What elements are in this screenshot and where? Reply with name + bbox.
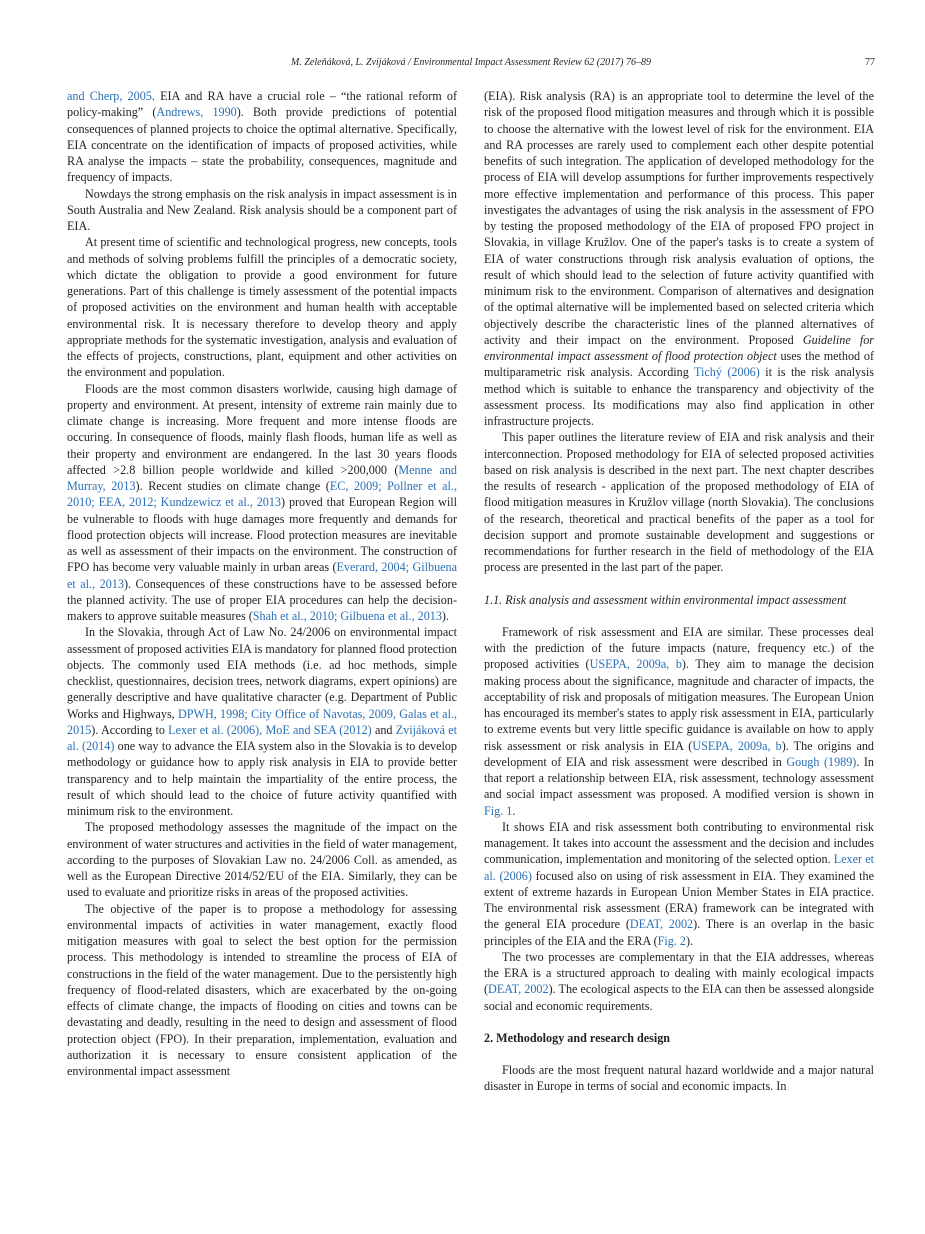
guideline-title: Guideline for environmental impact assessment of flood protection object	[484, 332, 874, 363]
paragraph: The proposed methodology assesses the magnitude of the impact on the environment of water structures and activities in the field of water management, according to the purposes of Slovakian Law no. 24/2006 Coll. as amended, as well as the European Directive 2014/52/EU of the EIA. Similarly, they can be used to evaluate and prioritize risks in areas of the proposed activities.	[67, 820, 457, 900]
paragraph: In the Slovakia, through Act of Law No. 24/2006 on environmental impact assessment of proposed activities EIA is mandatory for planned flood protection objects. The commonly used EIA methods (i.e. ad hoc methods, simple checklist, questionnaires, decision trees, network diagrams, expert opinions) are generally descriptive and have qualitative character (e.g. Department of Public Works and Highways, DPWH, 1998; City Office of Navotas, 2009, Galas et al., 2015). According to Lexer et al. (2006), MoE and SEA (2012) and Zvijáková et al. (2014) one way to advance the EIA system also in the Slovakia is to develop methodology or guidance how to apply risk analysis in EIA to provide better transparency and to help maintain the impartiality of the entire process, the result of which should lead to the choice of future activity quantified with minimum risk to the environment.	[67, 625, 458, 818]
citation-link[interactable]: and Cherp, 2005	[67, 89, 152, 103]
citation-link[interactable]: Zvijáková et al. (2014)	[67, 722, 457, 753]
paragraph: Nowdays the strong emphasis on the risk analysis in impact assessment is in South Australia and New Zealand. Risk analysis should be a component part of EIA.	[67, 186, 457, 233]
citation-link[interactable]: Everard, 2004; Gilbuena et al., 2013	[67, 560, 457, 591]
citation-link[interactable]: Andrews, 1990	[156, 105, 237, 120]
citation-link[interactable]: USEPA, 2009a, b	[589, 657, 682, 672]
paragraph: and Cherp, 2005. EIA and RA have a crucial role – “the rational reform of policy-making” (Andrews, 1990). Both provide predictions of potential consequences of planned projects to choice the optimal alternative. Specifically, EIA concentrate on the identification of impacts of proposed activities, while RA analyse the impacts – state the probability, consequences, magnitude and frequency of impacts.	[67, 89, 457, 185]
paragraph: The objective of the paper is to propose a methodology for assessing environmental impacts of activities in water management, exactly flood mitigation measures with goal to select the best option for the permission process. This methodology is intended to streamline the process of EIA of constructions in the field of the water management. Due to the persistently high frequency of flood-related disasters, which are exacerbated by the on-going effects of climate change, the impacts of flooding on cities and towns can be devastating and deadly, resulting in the need to design and assessment of flood protection object (FPO). In their preparation, implementation, evaluation and authorization it is necessary to ensure consistent application of the environmental impact assessment	[67, 901, 457, 1078]
paragraph: Floods are the most frequent natural hazard worldwide and a major natural disaster in Europe in terms of social and economic impacts. In	[484, 1063, 874, 1094]
page-number: 77	[865, 57, 875, 68]
citation-link[interactable]: Shah et al., 2010; Gilbuena et al., 2013	[252, 609, 442, 623]
subsection-heading: 1.1. Risk analysis and assessment within environmental impact assessment	[484, 592, 847, 607]
citation-link[interactable]: Gough (1989)	[786, 754, 857, 769]
paragraph: This paper outlines the literature review of EIA and risk analysis and their interconnection. Proposed methodology for EIA of selected proposed activities based on risk analysis is described in the next part. The next chapter describes the results of research - application of the proposed methodology of EIA of flood mitigation measures in Kružlov village (north Slovakia). The conclusions of the research, theoretical and practical benefits of the paper as a tool for decision support and promote sustainable development and suggestions or recommendations for further research in the field of methodology of the EIA process are presented in the last part of the paper.	[484, 430, 874, 575]
running-head	[67, 57, 875, 71]
citation-link[interactable]: USEPA, 2009a, b	[692, 738, 782, 753]
paragraph: Floods are the most common disasters worlwide, causing high damage of property and environment. At present, intensity of extreme rain mainly due to climate change is increasing. More frequent and more intense floods are occuring. In consequence of floods, mainly flash floods, human life as well as their property and environment are endangered. In the last 30 years floods affected >2.8 billion people worldwide and killed >200,000 (Menne and Murray, 2013). Recent studies on climate change (EC, 2009; Pollner et al., 2010; EEA, 2012; Kundzewicz et al., 2013) proved that European Region will be vulnerable to floods with huge damages more frequently and demands for flood protection objects will increase. Flood protection measures are inevitable as well as assessment of their impacts on the environment. The construction of FPO has become very valuable mainly in urban areas (Everard, 2004; Gilbuena et al., 2013). Consequences of these constructions have to be assessed before the planned activity. The use of proper EIA procedures can help the decision-makers to approve suitable measures (Shah et al., 2010; Gilbuena et al., 2013).	[67, 381, 457, 623]
citation-link[interactable]: Lexer et al. (2006)	[484, 852, 874, 883]
left-column	[67, 88, 457, 1079]
citation-link[interactable]: DEAT, 2002	[629, 917, 694, 932]
paragraph: Framework of risk assessment and EIA are similar. These processes deal with the prediction of the future impacts (nature, frequency etc.) of the proposed activities (USEPA, 2009a, b). They aim to manage the decision making process about the significance, magnitude and character of impacts, the acceptability of risk and proposals of mitigation measures. The European Union has encouraged its member's states to apply risk assessment in EIA, particularly to extreme events but very little specific guidance is available on how to apply risk assessment or risk analysis in EIA (USEPA, 2009a, b). The origins and development of EIA and risk assessment were described in Gough (1989). In that report a relationship between EIA, risk assessment, technology assessment and social impact assessment was proposed. A modified version is shown in Fig. 1.	[484, 624, 875, 818]
paragraph: It shows EIA and risk assessment both contributing to environmental risk management. It takes into account the assessment and the decision and includes communication, implementation and monitoring of the selected option. Lexer et al. (2006) focused also on using of risk assessment in EIA. They examined the extent of extreme hazards in European Union Member States in EIA practice. The environmental risk assessment (ERA) framework can be integrated with the general EIA procedure (DEAT, 2002). There is an overlap in the basic principles of the EIA and the ERA (Fig. 2).	[484, 819, 874, 948]
paragraph: At present time of scientific and technological progress, new concepts, tools and methods of solving problems fulfill the principles of a democratic society, which dictate the obligation to provide a good environment for future generations. Part of this challenge is timely assessment of the potential impacts of proposed activities on the environment and human health with acceptable environmental risk. It is necessary therefore to develop theory and apply appropriate methods for the systematic investigation, analysis and evaluation of the effects of projects, constructions, plant, equipment and other activities on the environment and population.	[67, 235, 457, 380]
citation-link[interactable]: Menne and Murray, 2013	[67, 462, 457, 493]
paragraph: (EIA). Risk analysis (RA) is an appropriate tool to determine the level of the risk of the proposed flood mitigation measures and through which it is possible to choose the alternative with the lowest level of risk for the environment. EIA and RA processes are rarely used to complement each other despite potential benefits of such integration. The application of developed methodology for the process of EIA will develop assumptions for further improvements respectively more effective implementation and performance of this process. This paper investigates the advantages of using the risk analysis in the assessment of FPO by testing the proposed methodology of the EIA of proposed FPO project in Slovakia, in village Kružlov. One of the paper's tasks is to create a system of EIA of water constructions through risk analysis evaluation of options, the result of which should lead to the selection of future activity quantified with minimum risk to the environment. Comparison of alternatives and designation of the optimal alternative will be implemented based on selected criteria which objectively describe the characteristic lines of the planned alternatives of activity and their impact on the environment. Proposed Guideline for environmental impact assessment of flood protection object uses the method of multiparametric risk analysis. According Tichý (2006) it is the risk analysis method which is suitable to enhance the transparency and objectivity of the assessment process. Its modifications may also find application in other infrastructure projects.	[484, 89, 875, 428]
citation-link[interactable]: DPWH, 1998; City Office of Navotas, 2009, Galas et al., 2015	[67, 706, 458, 737]
right-column	[484, 88, 874, 1095]
citation-link[interactable]: Lexer et al. (2006), MoE and SEA (2012)	[168, 722, 372, 737]
citation-link[interactable]: Tichý (2006)	[694, 365, 760, 380]
figure-link[interactable]: Fig. 1	[484, 803, 513, 818]
figure-link[interactable]: Fig. 2	[657, 933, 686, 948]
section-heading: 2. Methodology and research design	[484, 1030, 671, 1045]
paragraph: The two processes are complementary in that the EIA addresses, whereas the ERA is a structured approach to dealing with mainly ecological impacts (DEAT, 2002). The ecological aspects to the EIA can then be assessed alongside social and economic requirements.	[484, 949, 874, 1013]
citation-link[interactable]: EC, 2009; Pollner et al., 2010; EEA, 2012; Kundzewicz et al., 2013	[67, 479, 457, 510]
citation-link[interactable]: DEAT, 2002	[488, 982, 549, 997]
running-head-title: M. Zeleňáková, L. Zvijáková / Environmental Impact Assessment Review 62 (2017) 76–89	[291, 57, 651, 68]
